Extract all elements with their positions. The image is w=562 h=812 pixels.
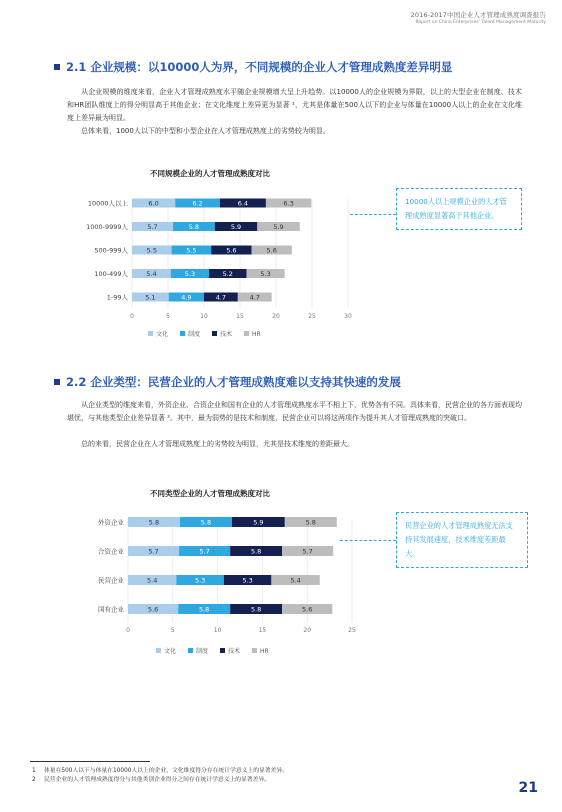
data-label: 4.7 <box>215 293 227 302</box>
data-label: 5.3 <box>242 576 253 585</box>
data-label: 5.2 <box>222 270 233 278</box>
section-2-paragraph-1: 从企业类型的维度来看，外资企业、合资企业和国有企业的人才管理成熟度水平不相上下，优势各有不同。具体来看，民营企业的各方面表现均堪忧，与其他类型企业差异显著 ²。其中，最为弱势的是技术和制度，民营企业可以将这两项作为提升其人才管理成熟度的突破口。 <box>67 401 522 422</box>
data-label: 5.6 <box>266 246 277 255</box>
x-tick-label: 20 <box>272 313 280 320</box>
legend-label: 文化 <box>156 331 169 338</box>
chart-type-svg <box>60 480 360 660</box>
section-1-title: 2.1 企业规模：以10000人为界，不同规模的企业人才管理成熟度差异明显 <box>54 59 452 75</box>
chart-size-svg <box>60 160 360 345</box>
legend-swatch <box>180 331 185 336</box>
data-label: 5.8 <box>250 605 262 614</box>
section-2-title: 2.2 企业类型：民营企业的人才管理成熟度难以支持其快速的发展 <box>54 374 401 390</box>
category-label: 1-99人 <box>106 293 128 302</box>
legend-label: HR <box>252 331 261 338</box>
legend-swatch <box>252 648 257 653</box>
data-label: 5.9 <box>273 223 284 231</box>
category-label: 10000人以上 <box>87 199 128 208</box>
data-label: 5.8 <box>198 605 210 614</box>
data-label: 4.7 <box>249 293 260 302</box>
legend-swatch <box>188 648 193 653</box>
data-label: 5.3 <box>194 576 206 585</box>
legend-swatch <box>244 331 249 336</box>
data-label: 6.3 <box>283 199 294 208</box>
data-label: 5.8 <box>200 518 212 527</box>
category-label: 国有企业 <box>98 605 124 614</box>
data-label: 5.4 <box>290 576 301 585</box>
report-header <box>411 10 546 25</box>
data-label: 5.8 <box>188 223 200 231</box>
x-tick-label: 5 <box>170 627 175 634</box>
category-label: 民营企业 <box>98 576 124 585</box>
category-label: 100-499人 <box>94 270 128 278</box>
data-label: 5.8 <box>305 518 316 527</box>
legend-label: 文化 <box>164 648 177 655</box>
legend-label: 技术 <box>228 648 241 655</box>
x-tick-label: 5 <box>166 313 170 320</box>
legend-swatch <box>148 331 153 336</box>
callout-1: 10000人以上规模企业的人才管理成熟度显著高于其他企业。 <box>396 188 522 230</box>
footnotes <box>32 767 288 785</box>
legend-label: 技术 <box>220 331 233 338</box>
category-label: 外资企业 <box>98 518 124 527</box>
chart-title: 不同规模企业的人才管理成熟度对比 <box>150 169 270 178</box>
section-2-paragraph-2: 总的来看，民营企业在人才管理成熟度上的劣势较为明显，尤其是技术维度的差距最大。 <box>81 440 354 448</box>
data-label: 5.8 <box>148 518 160 527</box>
data-label: 5.9 <box>230 223 242 231</box>
data-label: 6.2 <box>192 199 203 208</box>
legend-label: 制度 <box>196 648 209 655</box>
category-label: 1000-9999人 <box>86 223 128 231</box>
footnote-2: 2 民营企业的人才管理成熟度得分与其他类别企业得分之间存在统计学意义上的显著差异。 <box>32 777 271 783</box>
square-bullet-icon <box>54 379 60 385</box>
legend-swatch <box>212 331 217 336</box>
legend-swatch <box>220 648 225 653</box>
data-label: 5.5 <box>186 246 197 255</box>
report-title: 2016-2017中国企业人才管理成熟度调查报告 <box>410 11 546 19</box>
callout-2-connector <box>340 540 396 541</box>
x-tick-label: 25 <box>348 627 356 634</box>
data-label: 5.7 <box>302 547 313 556</box>
data-label: 5.1 <box>145 293 156 302</box>
data-label: 5.9 <box>253 518 264 527</box>
data-label: 5.4 <box>146 270 157 278</box>
square-bullet-icon <box>54 64 60 70</box>
section-1-paragraph-1: 从企业规模的维度来看，企业人才管理成熟度水平随企业规模增大呈上升趋势。以10000人的企业规模为界限，以上的大型企业在制度、技术和HR团队维度上的得分明显高于其他企业；在文化维度上差异更为显著 ¹，尤其是体量在500人以下的企业与体量在10000人以上的企业在文化维度上差异最为明显。 <box>67 88 522 122</box>
data-label: 5.7 <box>147 223 158 231</box>
data-label: 5.7 <box>148 547 159 556</box>
data-label: 6.4 <box>237 199 249 208</box>
x-tick-label: 0 <box>130 313 134 320</box>
x-tick-label: 0 <box>126 627 130 634</box>
x-tick-label: 30 <box>344 313 352 320</box>
footnote-divider <box>30 761 150 762</box>
callout-1-connector <box>350 214 396 215</box>
data-label: 5.7 <box>199 547 210 556</box>
legend-label: HR <box>260 648 269 655</box>
x-tick-label: 20 <box>303 627 312 634</box>
x-tick-label: 25 <box>308 313 316 320</box>
section-1-paragraph-2: 总体来看，1000人以下的中型和小型企业在人才管理成熟度上的劣势较为明显。 <box>81 127 330 135</box>
category-label: 500-999人 <box>94 246 128 255</box>
legend-swatch <box>156 648 161 653</box>
data-label: 4.9 <box>181 293 192 302</box>
data-label: 5.6 <box>226 246 237 255</box>
data-label: 5.6 <box>302 605 313 614</box>
chart-size-comparison <box>60 160 360 345</box>
data-label: 5.3 <box>184 270 196 278</box>
data-label: 5.6 <box>147 605 159 614</box>
x-tick-label: 10 <box>200 313 208 320</box>
x-tick-label: 10 <box>213 627 222 634</box>
chart-title: 不同类型企业的人才管理成熟度对比 <box>150 489 270 498</box>
data-label: 5.4 <box>147 576 158 585</box>
callout-2: 民营企业的人才管理成熟度无法支持其发展速度，技术维度差距最大。 <box>396 512 528 568</box>
data-label: 5.3 <box>260 270 271 278</box>
data-label: 6.0 <box>148 199 159 208</box>
data-label: 5.5 <box>146 246 157 255</box>
data-label: 5.8 <box>250 547 262 556</box>
x-tick-label: 15 <box>258 627 267 634</box>
x-tick-label: 15 <box>236 313 244 320</box>
page-number: 21 <box>518 780 538 796</box>
report-subtitle: Report on China Enterprises' Talent Management Maturity <box>415 20 546 25</box>
footnote-1: 1 体量在500人以下与体量在10000人以上的企业，文化维度得分存在统计学意义上的显著差异。 <box>32 768 288 774</box>
legend-label: 制度 <box>188 331 201 338</box>
chart-type-comparison <box>60 480 360 660</box>
category-label: 合资企业 <box>98 547 124 556</box>
